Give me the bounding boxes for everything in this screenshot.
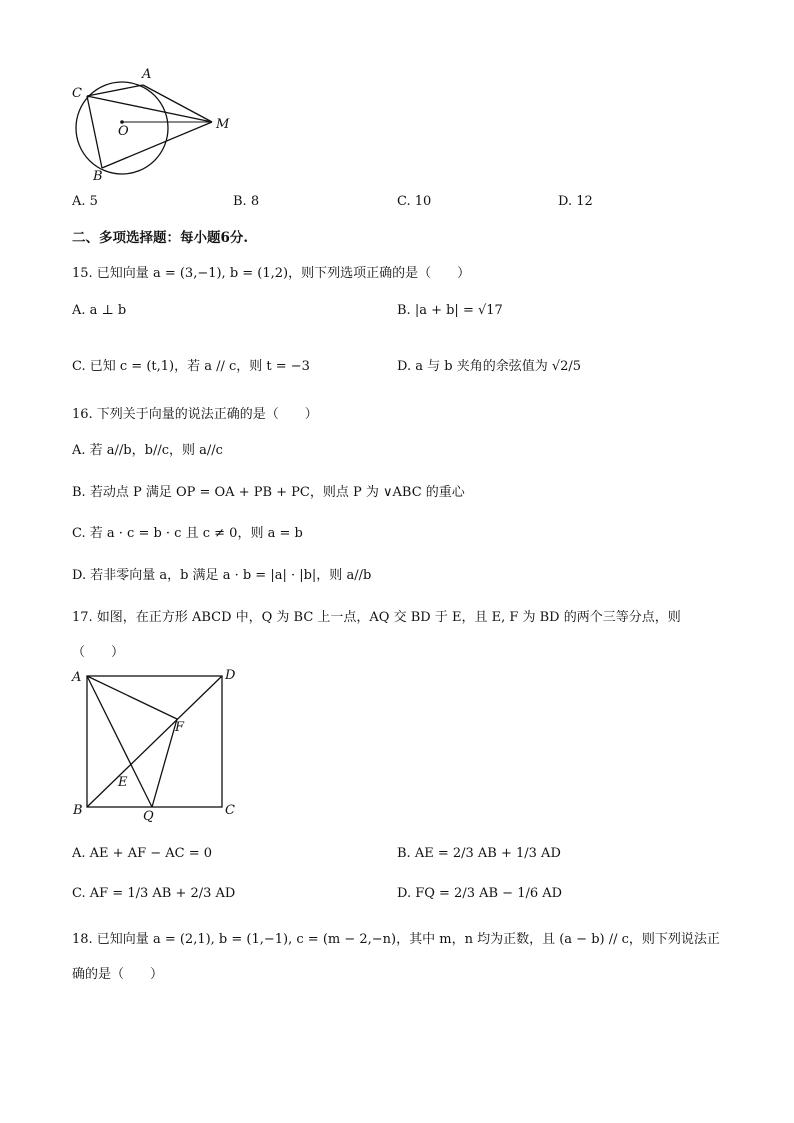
diagonal-bd [87,676,222,807]
q17-option-a: A. AE + AF − AC = 0 [72,846,213,861]
q17-option-d: D. FQ = 2/3 AB − 1/6 AD [397,886,563,901]
q16-option-b: B. 若动点 P 满足 OP = OA + PB + PC，则点 P 为 ∨ABC 的重心 [72,485,465,500]
segment-am [143,85,212,122]
q14-option-d: D. 12 [558,194,593,209]
q14-option-a: A. 5 [72,194,98,209]
q16-option-c: C. 若 a · c = b · c 且 c ≠ 0，则 a = b [72,526,303,541]
label-o: O [118,124,129,139]
circle-tangent-figure [60,58,250,183]
label-a: A [142,67,152,82]
section-heading: 二、多项选择题：每小题6分. [72,230,249,246]
segment-af [87,676,177,719]
q17-stem-line1: 17. 如图，在正方形 ABCD 中，Q 为 BC 上一点，AQ 交 BD 于 E，且 E, F 为 BD 的两个三等分点，则 [72,610,681,625]
segment-cb [87,96,102,168]
q17-option-c: C. AF = 1/3 AB + 2/3 AD [72,886,236,901]
q15-option-c: C. 已知 c = (t,1)，若 a // c，则 t = −3 [72,359,310,374]
q15-option-a: A. a ⊥ b [72,303,127,318]
square-figure [66,662,246,822]
label-b2: B [73,803,83,818]
q16-option-a: A. 若 a//b，b//c，则 a//c [72,443,223,458]
q16-option-d: D. 若非零向量 a，b 满足 a · b = |a| · |b|，则 a//b [72,568,372,583]
q16-stem: 16. 下列关于向量的说法正确的是（ ） [72,407,318,422]
label-q: Q [143,809,154,822]
label-f: F [175,720,185,735]
label-c: C [72,86,82,101]
q15-option-b: B. |a + b| = √17 [397,303,503,318]
q18-line1: 18. 已知向量 a = (2,1), b = (1,−1), c = (m − 2,−n)，其中 m，n 均为正数，且 (a − b) // c，则下列说法正 [72,932,720,947]
label-b: B [93,169,103,183]
label-e: E [118,775,128,790]
q15-option-d: D. a 与 b 夹角的余弦值为 √2/5 [397,359,582,374]
q14-option-b: B. 8 [233,194,260,209]
q17-option-b: B. AE = 2/3 AB + 1/3 AD [397,846,561,861]
label-c2: C [225,803,235,818]
q14-option-c: C. 10 [397,194,432,209]
q18-line2: 确的是（ ） [72,967,164,982]
q15-stem: 15. 已知向量 a = (3,−1), b = (1,2)，则下列选项正确的是（ ） [72,266,471,281]
q17-stem-line2: （ ） [72,645,125,660]
label-a2: A [72,670,82,685]
segment-cm [87,96,212,122]
label-m: M [216,117,230,132]
label-d: D [225,668,236,683]
